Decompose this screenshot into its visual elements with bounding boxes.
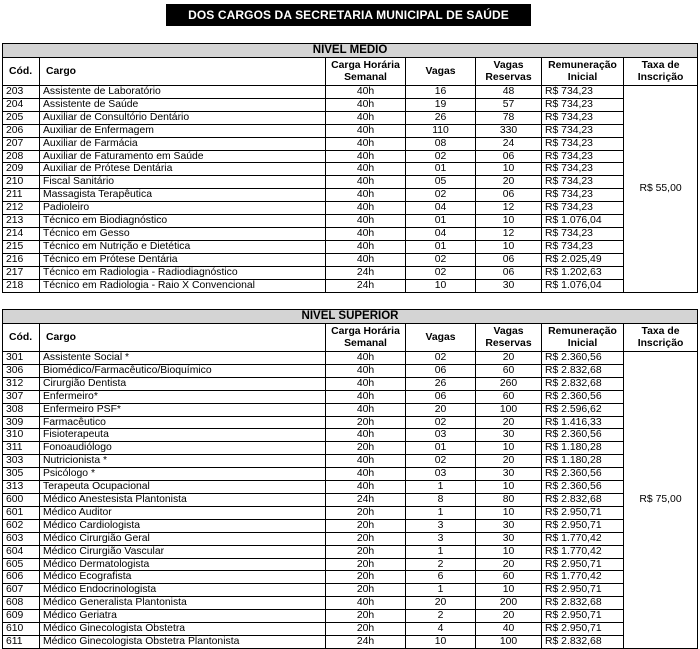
cell-cargo: Psicólogo * — [40, 468, 326, 481]
cell-reservas: 100 — [476, 635, 542, 648]
cell-vagas: 2 — [406, 610, 476, 623]
cell-carga: 24h — [326, 266, 406, 279]
cell-vagas: 02 — [406, 150, 476, 163]
header-remuneracao: Remuneração Inicial — [542, 58, 624, 86]
table-row — [3, 253, 698, 266]
cell-remuneracao: R$ 734,23 — [542, 176, 624, 189]
cell-vagas: 26 — [406, 377, 476, 390]
cell-cod: 209 — [3, 163, 40, 176]
cell-vagas: 16 — [406, 86, 476, 99]
table-row — [3, 352, 698, 365]
table-row — [3, 623, 698, 636]
cell-carga: 40h — [326, 403, 406, 416]
cell-cargo: Técnico em Radiologia - Radiodiagnóstico — [40, 266, 326, 279]
cell-carga: 20h — [326, 545, 406, 558]
cell-cod: 213 — [3, 215, 40, 228]
cell-cod: 603 — [3, 532, 40, 545]
cell-remuneracao: R$ 734,23 — [542, 227, 624, 240]
cell-carga: 20h — [326, 571, 406, 584]
cell-cargo: Médico Generalista Plantonista — [40, 597, 326, 610]
table-row — [3, 227, 698, 240]
header-taxa: Taxa de Inscrição — [624, 58, 698, 86]
cell-remuneracao: R$ 1.770,42 — [542, 571, 624, 584]
cell-cod: 310 — [3, 429, 40, 442]
cell-cod: 610 — [3, 623, 40, 636]
cell-remuneracao: R$ 1.076,04 — [542, 279, 624, 292]
cell-cargo: Técnico em Prótese Dentária — [40, 253, 326, 266]
header-carga: Carga Horária Semanal — [326, 58, 406, 86]
cell-vagas: 6 — [406, 571, 476, 584]
cell-carga: 40h — [326, 176, 406, 189]
cell-remuneracao: R$ 734,23 — [542, 111, 624, 124]
cell-carga: 40h — [326, 111, 406, 124]
header-row — [3, 58, 698, 86]
cell-remuneracao: R$ 2.950,71 — [542, 623, 624, 636]
cell-cargo: Médico Cirurgião Geral — [40, 532, 326, 545]
cell-reservas: 30 — [476, 429, 542, 442]
cell-remuneracao: R$ 2.950,71 — [542, 558, 624, 571]
cell-vagas: 01 — [406, 240, 476, 253]
cell-cargo: Médico Cirurgião Vascular — [40, 545, 326, 558]
header-cod: Cód. — [3, 324, 40, 352]
cell-vagas: 1 — [406, 481, 476, 494]
cell-cargo: Terapeuta Ocupacional — [40, 481, 326, 494]
table-row — [3, 215, 698, 228]
cell-reservas: 20 — [476, 416, 542, 429]
cell-cargo: Técnico em Gesso — [40, 227, 326, 240]
cell-remuneracao: R$ 734,23 — [542, 98, 624, 111]
cell-reservas: 10 — [476, 506, 542, 519]
cell-remuneracao: R$ 1.076,04 — [542, 215, 624, 228]
cell-cod: 609 — [3, 610, 40, 623]
cell-carga: 40h — [326, 377, 406, 390]
cell-cod: 309 — [3, 416, 40, 429]
cell-cargo: Auxiliar de Farmácia — [40, 137, 326, 150]
table-nivel-medio — [2, 43, 698, 293]
cell-cargo: Médico Auditor — [40, 506, 326, 519]
cell-reservas: 20 — [476, 352, 542, 365]
cell-remuneracao: R$ 734,23 — [542, 150, 624, 163]
cell-reservas: 10 — [476, 584, 542, 597]
cell-reservas: 20 — [476, 455, 542, 468]
cell-cargo: Médico Ginecologista Obstetra — [40, 623, 326, 636]
table-row — [3, 364, 698, 377]
header-taxa: Taxa de Inscrição — [624, 324, 698, 352]
cell-cargo: Nutricionista * — [40, 455, 326, 468]
cell-reservas: 06 — [476, 189, 542, 202]
table-row — [3, 111, 698, 124]
cell-carga: 40h — [326, 455, 406, 468]
table-row — [3, 266, 698, 279]
cell-carga: 40h — [326, 124, 406, 137]
cell-cod: 305 — [3, 468, 40, 481]
cell-reservas: 80 — [476, 493, 542, 506]
banner-title: DOS CARGOS DA SECRETARIA MUNICIPAL DE SAÚDE — [166, 4, 531, 26]
cell-reservas: 06 — [476, 253, 542, 266]
cell-remuneracao: R$ 2.950,71 — [542, 584, 624, 597]
table-row — [3, 493, 698, 506]
cell-reservas: 200 — [476, 597, 542, 610]
header-carga: Carga Horária Semanal — [326, 324, 406, 352]
cell-carga: 40h — [326, 352, 406, 365]
cell-vagas: 3 — [406, 519, 476, 532]
cell-remuneracao: R$ 1.202,63 — [542, 266, 624, 279]
table-row — [3, 279, 698, 292]
cell-remuneracao: R$ 734,23 — [542, 86, 624, 99]
cell-remuneracao: R$ 2.832,68 — [542, 635, 624, 648]
table-row — [3, 532, 698, 545]
table-row — [3, 390, 698, 403]
cell-carga: 20h — [326, 506, 406, 519]
cell-reservas: 30 — [476, 519, 542, 532]
cell-reservas: 10 — [476, 545, 542, 558]
cell-reservas: 260 — [476, 377, 542, 390]
cell-cod: 211 — [3, 189, 40, 202]
cell-reservas: 10 — [476, 481, 542, 494]
cell-cod: 307 — [3, 390, 40, 403]
cell-reservas: 06 — [476, 266, 542, 279]
cell-carga: 40h — [326, 215, 406, 228]
cell-cod: 206 — [3, 124, 40, 137]
cell-cod: 601 — [3, 506, 40, 519]
cell-reservas: 20 — [476, 558, 542, 571]
cell-remuneracao: R$ 1.770,42 — [542, 545, 624, 558]
cell-carga: 20h — [326, 584, 406, 597]
cell-remuneracao: R$ 734,23 — [542, 124, 624, 137]
cell-vagas: 1 — [406, 506, 476, 519]
cell-cod: 217 — [3, 266, 40, 279]
cell-cod: 311 — [3, 442, 40, 455]
cell-cargo: Padioleiro — [40, 202, 326, 215]
cell-vagas: 02 — [406, 253, 476, 266]
cell-reservas: 60 — [476, 364, 542, 377]
cell-remuneracao: R$ 2.832,68 — [542, 364, 624, 377]
cell-vagas: 02 — [406, 416, 476, 429]
cell-reservas: 30 — [476, 279, 542, 292]
cell-vagas: 04 — [406, 202, 476, 215]
cell-remuneracao: R$ 2.950,71 — [542, 610, 624, 623]
header-row — [3, 324, 698, 352]
cell-vagas: 06 — [406, 364, 476, 377]
table-row — [3, 468, 698, 481]
table-row — [3, 429, 698, 442]
cell-reservas: 330 — [476, 124, 542, 137]
cell-cargo: Auxiliar de Consultório Dentário — [40, 111, 326, 124]
cell-taxa: R$ 75,00 — [624, 352, 698, 649]
table-row — [3, 377, 698, 390]
table-row — [3, 545, 698, 558]
cell-cargo: Auxiliar de Enfermagem — [40, 124, 326, 137]
table-nivel-superior — [2, 309, 698, 649]
cell-carga: 40h — [326, 227, 406, 240]
cell-vagas: 01 — [406, 163, 476, 176]
table-row — [3, 635, 698, 648]
cell-cod: 204 — [3, 98, 40, 111]
cell-remuneracao: R$ 2.360,56 — [542, 468, 624, 481]
cell-cod: 301 — [3, 352, 40, 365]
cell-remuneracao: R$ 2.360,56 — [542, 352, 624, 365]
cell-carga: 40h — [326, 150, 406, 163]
cell-cargo: Médico Anestesista Plantonista — [40, 493, 326, 506]
cell-cod: 303 — [3, 455, 40, 468]
cell-remuneracao: R$ 1.180,28 — [542, 455, 624, 468]
cell-cargo: Biomédico/Farmacêutico/Bioquímico — [40, 364, 326, 377]
cell-reservas: 10 — [476, 215, 542, 228]
header-cargo: Cargo — [40, 324, 326, 352]
cell-cod: 215 — [3, 240, 40, 253]
cell-cargo: Farmacêutico — [40, 416, 326, 429]
cell-vagas: 01 — [406, 442, 476, 455]
cell-cargo: Médico Cardiologista — [40, 519, 326, 532]
cell-vagas: 02 — [406, 189, 476, 202]
cell-remuneracao: R$ 2.360,56 — [542, 390, 624, 403]
cell-cargo: Cirurgião Dentista — [40, 377, 326, 390]
cell-vagas: 26 — [406, 111, 476, 124]
table-row — [3, 416, 698, 429]
cell-carga: 40h — [326, 98, 406, 111]
cell-vagas: 3 — [406, 532, 476, 545]
cell-cargo: Enfermeiro PSF* — [40, 403, 326, 416]
cell-cod: 605 — [3, 558, 40, 571]
cell-remuneracao: R$ 734,23 — [542, 240, 624, 253]
cell-cod: 602 — [3, 519, 40, 532]
table-row — [3, 124, 698, 137]
cell-vagas: 10 — [406, 635, 476, 648]
cell-remuneracao: R$ 2.950,71 — [542, 506, 624, 519]
cell-remuneracao: R$ 1.416,33 — [542, 416, 624, 429]
cell-vagas: 10 — [406, 279, 476, 292]
table-row — [3, 176, 698, 189]
cell-vagas: 20 — [406, 403, 476, 416]
cell-cargo: Técnico em Nutrição e Dietética — [40, 240, 326, 253]
cell-carga: 40h — [326, 163, 406, 176]
cell-cargo: Médico Geriatra — [40, 610, 326, 623]
cell-vagas: 1 — [406, 545, 476, 558]
cell-carga: 20h — [326, 532, 406, 545]
cell-cargo: Médico Dermatologista — [40, 558, 326, 571]
cell-reservas: 24 — [476, 137, 542, 150]
cell-cargo: Técnico em Biodiagnóstico — [40, 215, 326, 228]
cell-cargo: Técnico em Radiologia - Raio X Convencional — [40, 279, 326, 292]
cell-carga: 20h — [326, 519, 406, 532]
table-row — [3, 98, 698, 111]
header-reservas: Vagas Reservas — [476, 58, 542, 86]
cell-cod: 216 — [3, 253, 40, 266]
cell-carga: 20h — [326, 442, 406, 455]
cell-remuneracao: R$ 1.180,28 — [542, 442, 624, 455]
cell-cargo: Fonoaudiólogo — [40, 442, 326, 455]
cell-vagas: 06 — [406, 390, 476, 403]
cell-cod: 604 — [3, 545, 40, 558]
cell-cod: 214 — [3, 227, 40, 240]
table-row — [3, 558, 698, 571]
table-row — [3, 240, 698, 253]
section-title: NÍVEL MÉDIO — [3, 44, 698, 58]
cell-reservas: 06 — [476, 150, 542, 163]
table-row — [3, 189, 698, 202]
header-remuneracao: Remuneração Inicial — [542, 324, 624, 352]
cell-reservas: 10 — [476, 240, 542, 253]
cell-cod: 308 — [3, 403, 40, 416]
header-reservas: Vagas Reservas — [476, 324, 542, 352]
cell-remuneracao: R$ 734,23 — [542, 202, 624, 215]
page-banner — [0, 4, 700, 26]
cell-vagas: 1 — [406, 584, 476, 597]
cell-carga: 40h — [326, 390, 406, 403]
cell-vagas: 08 — [406, 137, 476, 150]
cell-reservas: 40 — [476, 623, 542, 636]
cell-reservas: 10 — [476, 442, 542, 455]
cell-carga: 40h — [326, 240, 406, 253]
table-row — [3, 86, 698, 99]
table-row — [3, 519, 698, 532]
section-title: NÍVEL SUPERIOR — [3, 310, 698, 324]
cell-remuneracao: R$ 734,23 — [542, 137, 624, 150]
cell-taxa: R$ 55,00 — [624, 86, 698, 293]
cell-cod: 306 — [3, 364, 40, 377]
cell-reservas: 30 — [476, 468, 542, 481]
cell-cod: 611 — [3, 635, 40, 648]
header-cargo: Cargo — [40, 58, 326, 86]
header-vagas: Vagas — [406, 324, 476, 352]
table-row — [3, 442, 698, 455]
cell-vagas: 03 — [406, 429, 476, 442]
cell-reservas: 12 — [476, 202, 542, 215]
cell-remuneracao: R$ 734,23 — [542, 163, 624, 176]
cell-carga: 40h — [326, 86, 406, 99]
cell-carga: 40h — [326, 468, 406, 481]
cell-cargo: Assistente Social * — [40, 352, 326, 365]
cell-vagas: 8 — [406, 493, 476, 506]
table-row — [3, 163, 698, 176]
cell-cargo: Assistente de Laboratório — [40, 86, 326, 99]
cell-cargo: Massagista Terapêutica — [40, 189, 326, 202]
cell-reservas: 100 — [476, 403, 542, 416]
cell-cod: 205 — [3, 111, 40, 124]
header-cod: Cód. — [3, 58, 40, 86]
cell-reservas: 60 — [476, 571, 542, 584]
header-vagas: Vagas — [406, 58, 476, 86]
table-row — [3, 506, 698, 519]
table-row — [3, 584, 698, 597]
cell-cargo: Médico Ginecologista Obstetra Plantonista — [40, 635, 326, 648]
cell-remuneracao: R$ 2.832,68 — [542, 377, 624, 390]
cell-cod: 607 — [3, 584, 40, 597]
cell-vagas: 02 — [406, 266, 476, 279]
cell-vagas: 110 — [406, 124, 476, 137]
cell-carga: 40h — [326, 364, 406, 377]
cell-cod: 203 — [3, 86, 40, 99]
cell-remuneracao: R$ 2.360,56 — [542, 481, 624, 494]
cell-carga: 40h — [326, 429, 406, 442]
cell-reservas: 30 — [476, 532, 542, 545]
cell-carga: 40h — [326, 481, 406, 494]
cell-reservas: 57 — [476, 98, 542, 111]
table-row — [3, 597, 698, 610]
cell-vagas: 02 — [406, 455, 476, 468]
cell-remuneracao: R$ 2.596,62 — [542, 403, 624, 416]
cell-vagas: 4 — [406, 623, 476, 636]
cell-reservas: 20 — [476, 610, 542, 623]
cell-vagas: 01 — [406, 215, 476, 228]
cell-cod: 312 — [3, 377, 40, 390]
cell-carga: 40h — [326, 137, 406, 150]
cell-reservas: 10 — [476, 163, 542, 176]
cell-vagas: 04 — [406, 227, 476, 240]
cell-cargo: Fiscal Sanitário — [40, 176, 326, 189]
table-row — [3, 610, 698, 623]
cell-cod: 606 — [3, 571, 40, 584]
cell-vagas: 05 — [406, 176, 476, 189]
cell-cod: 210 — [3, 176, 40, 189]
cell-carga: 40h — [326, 597, 406, 610]
cell-vagas: 03 — [406, 468, 476, 481]
cell-reservas: 60 — [476, 390, 542, 403]
cell-vagas: 20 — [406, 597, 476, 610]
table-row — [3, 481, 698, 494]
cell-carga: 40h — [326, 189, 406, 202]
cell-carga: 24h — [326, 635, 406, 648]
cell-reservas: 12 — [476, 227, 542, 240]
cell-cargo: Assistente de Saúde — [40, 98, 326, 111]
cell-remuneracao: R$ 2.950,71 — [542, 519, 624, 532]
cell-cargo: Auxiliar de Prótese Dentária — [40, 163, 326, 176]
cell-carga: 20h — [326, 416, 406, 429]
table-row — [3, 455, 698, 468]
cell-reservas: 20 — [476, 176, 542, 189]
cell-cod: 212 — [3, 202, 40, 215]
cell-reservas: 48 — [476, 86, 542, 99]
cell-remuneracao: R$ 1.770,42 — [542, 532, 624, 545]
cell-carga: 20h — [326, 610, 406, 623]
cell-carga: 24h — [326, 493, 406, 506]
cell-cargo: Médico Ecografista — [40, 571, 326, 584]
table-row — [3, 403, 698, 416]
cell-cod: 218 — [3, 279, 40, 292]
cell-remuneracao: R$ 2.832,68 — [542, 597, 624, 610]
cell-vagas: 02 — [406, 352, 476, 365]
cell-cod: 208 — [3, 150, 40, 163]
cell-carga: 40h — [326, 253, 406, 266]
cell-remuneracao: R$ 2.832,68 — [542, 493, 624, 506]
cell-carga: 40h — [326, 202, 406, 215]
cell-cod: 600 — [3, 493, 40, 506]
cell-cargo: Enfermeiro* — [40, 390, 326, 403]
table-row — [3, 202, 698, 215]
cell-vagas: 2 — [406, 558, 476, 571]
cell-reservas: 78 — [476, 111, 542, 124]
cell-remuneracao: R$ 734,23 — [542, 189, 624, 202]
table-row — [3, 137, 698, 150]
cell-carga: 20h — [326, 623, 406, 636]
cell-remuneracao: R$ 2.025,49 — [542, 253, 624, 266]
cell-cod: 313 — [3, 481, 40, 494]
table-row — [3, 150, 698, 163]
cell-cargo: Fisioterapeuta — [40, 429, 326, 442]
cell-vagas: 19 — [406, 98, 476, 111]
cell-carga: 20h — [326, 558, 406, 571]
cell-cargo: Médico Endocrinologista — [40, 584, 326, 597]
cell-cod: 207 — [3, 137, 40, 150]
table-row — [3, 571, 698, 584]
cell-carga: 24h — [326, 279, 406, 292]
cell-cargo: Auxiliar de Faturamento em Saúde — [40, 150, 326, 163]
cell-cod: 608 — [3, 597, 40, 610]
cell-remuneracao: R$ 2.360,56 — [542, 429, 624, 442]
